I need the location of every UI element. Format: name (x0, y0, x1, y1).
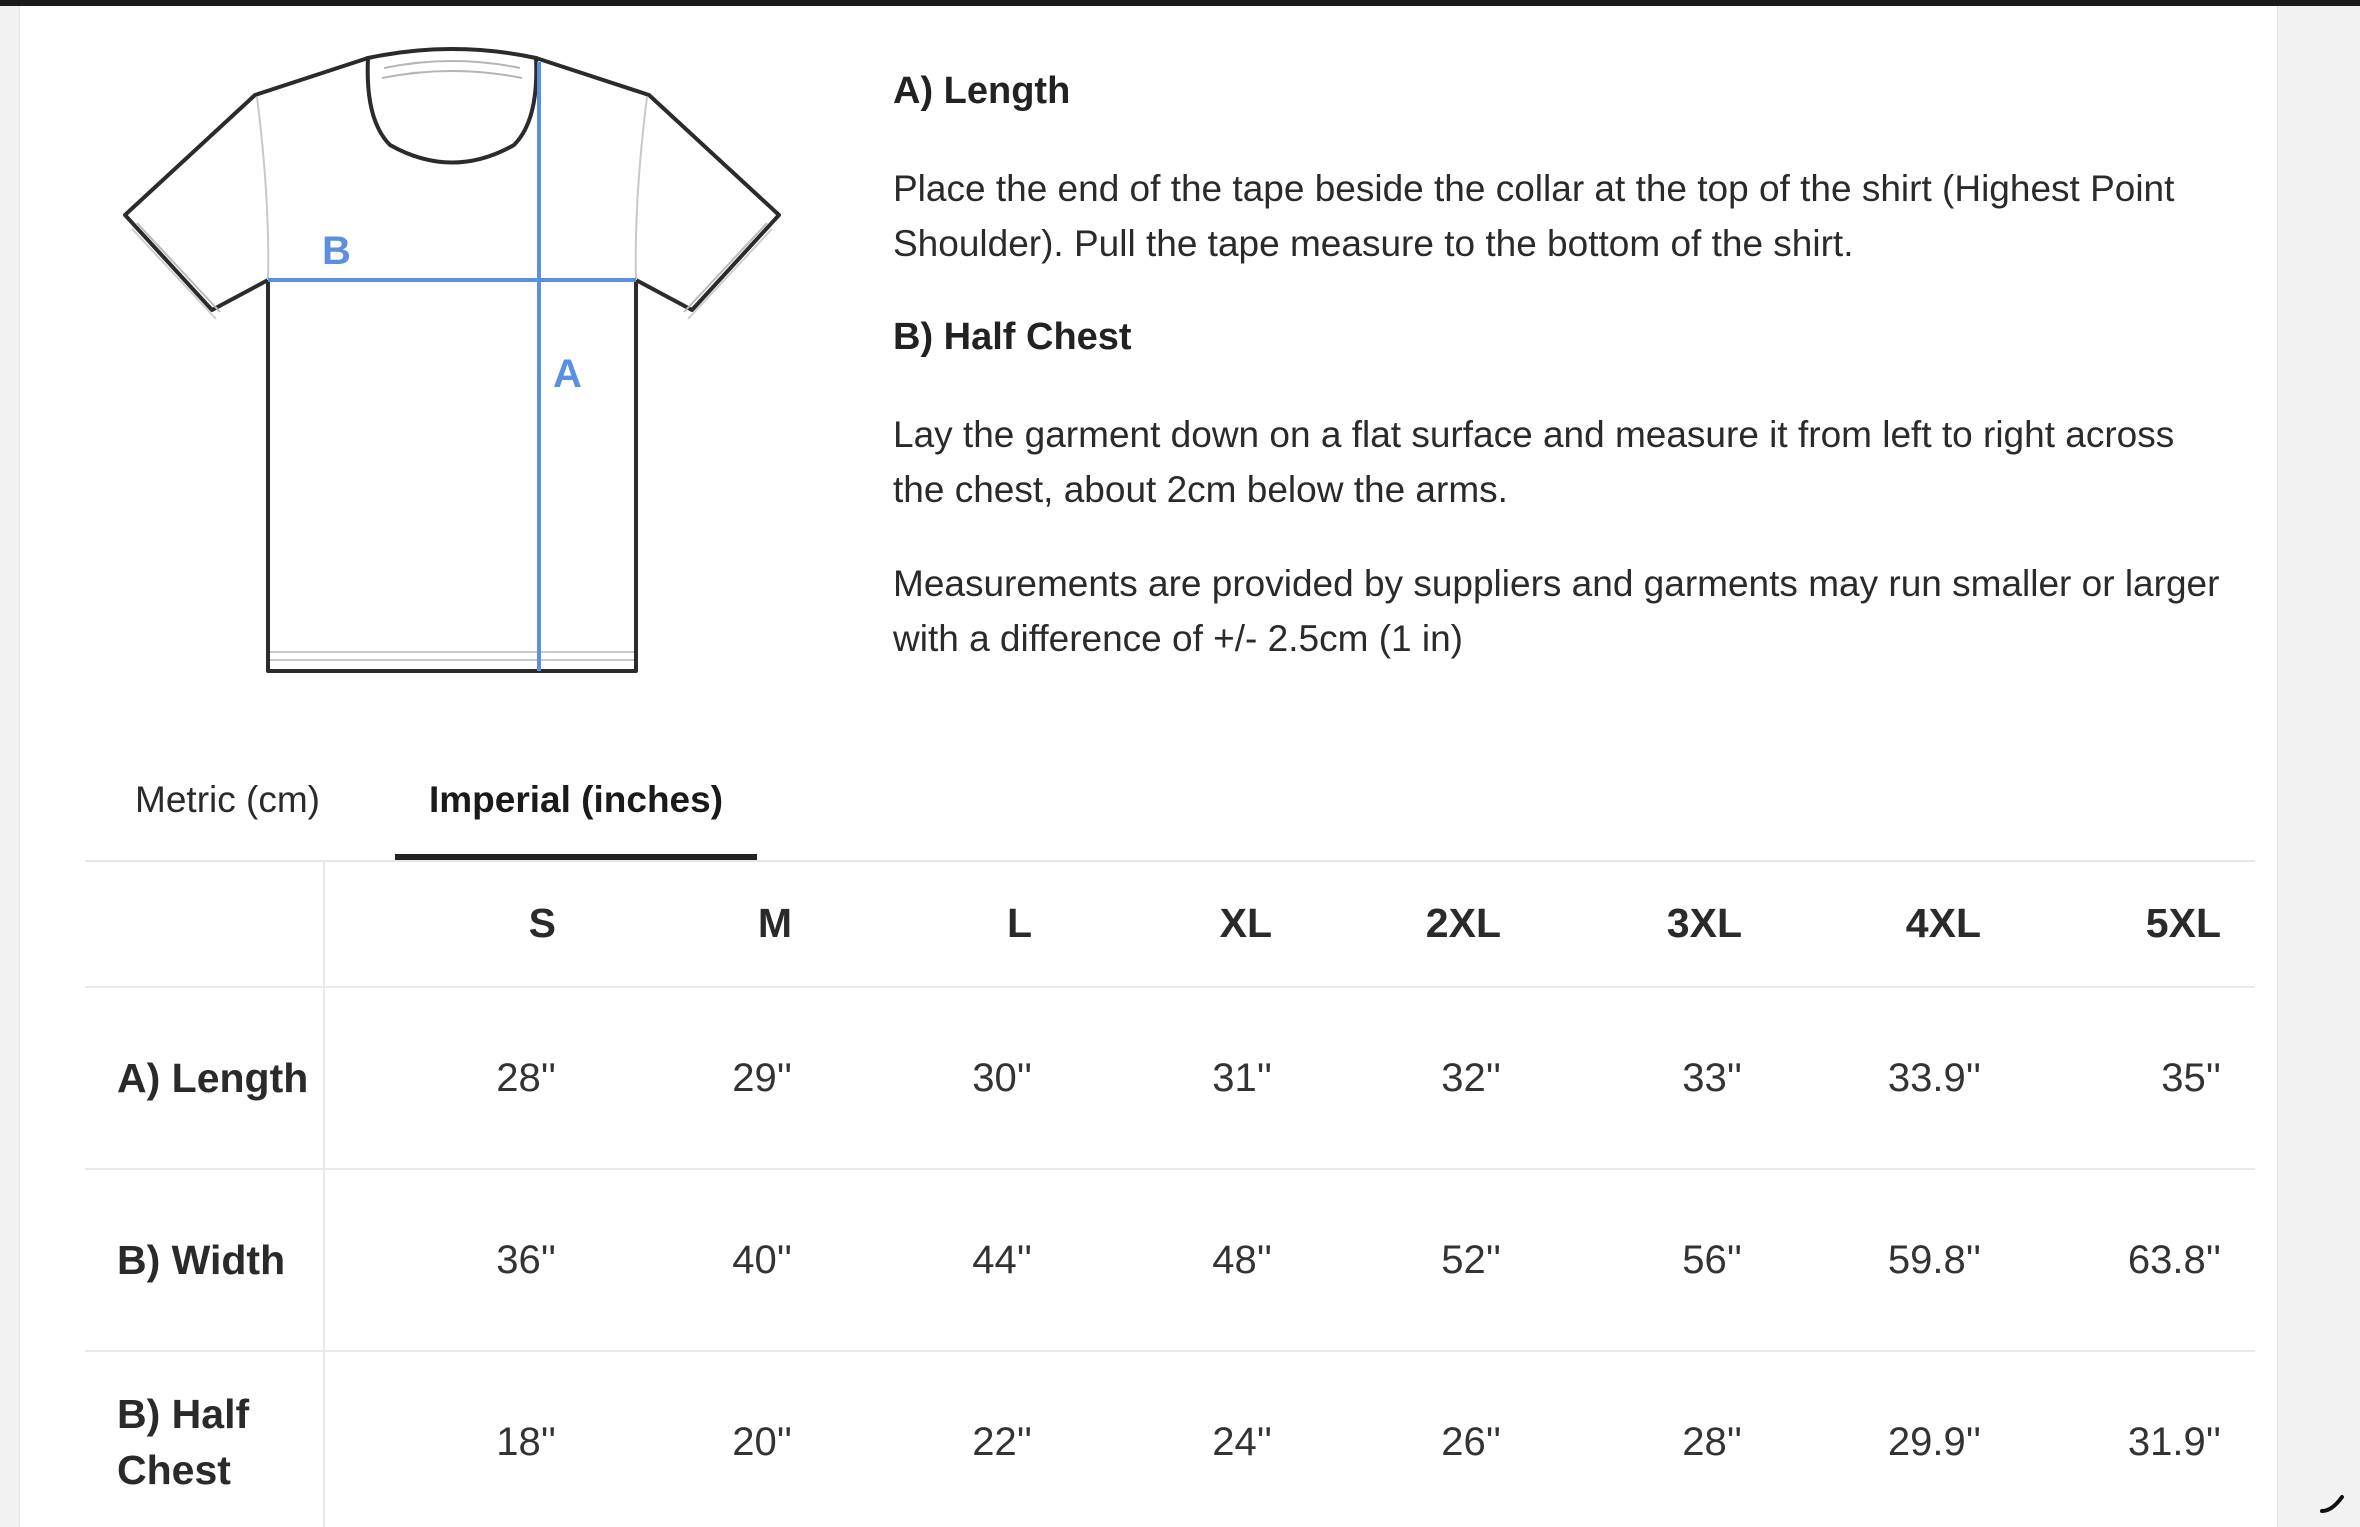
tshirt-measurement-diagram (100, 40, 800, 690)
tab-imperial[interactable]: Imperial (inches) (395, 742, 757, 858)
table-cell: 28'' (1682, 1419, 1742, 1464)
table-cell: 28'' (324, 987, 590, 1169)
row-label: B) Half Chest (85, 1351, 324, 1527)
unit-tabs (85, 742, 2255, 862)
size-header-cell: M (590, 860, 826, 987)
table-cell: 29.9'' (1887, 1419, 1981, 1464)
diagram-label-a: A (553, 352, 582, 396)
half-chest-heading: B) Half Chest (893, 316, 1132, 358)
size-header-cell: L (826, 860, 1066, 987)
table-cell: 33'' (1535, 987, 1776, 1169)
table-cell: 59.8'' (1776, 1169, 2015, 1351)
table-cell: 30'' (826, 987, 1066, 1169)
row-label: B) Width (85, 1169, 324, 1351)
table-cell: 56'' (1535, 1169, 1776, 1351)
diagram-label-b: B (322, 229, 351, 273)
table-cell: 31'' (1066, 987, 1306, 1169)
table-corner-cell (85, 860, 324, 987)
size-header-cell: 3XL (1535, 860, 1776, 987)
length-heading: A) Length (893, 70, 1071, 112)
table-cell: 63.8'' (2015, 1169, 2255, 1351)
tshirt-illustration (100, 40, 800, 690)
measurement-note: Measurements are provided by suppliers and garments may run smaller or larger with a difference of +/- 2.5cm (1 in) (893, 563, 2220, 659)
table-row (85, 1351, 2255, 1527)
size-chart-table (85, 860, 2255, 1527)
table-cell: 48'' (1066, 1169, 1306, 1351)
table-cell: 26'' (1441, 1419, 1501, 1464)
size-header-cell: 2XL (1306, 860, 1535, 987)
table-header-row (85, 860, 2255, 987)
half-chest-description: Lay the garment down on a flat surface and measure it from left to right across the chest, about 2cm below the arms. (893, 414, 2175, 510)
size-header-cell: XL (1066, 860, 1306, 987)
row-label: A) Length (85, 987, 324, 1169)
resize-handle-icon[interactable] (2318, 1487, 2348, 1515)
table-cell: 29'' (590, 987, 826, 1169)
table-cell: 32'' (1306, 987, 1535, 1169)
length-description: Place the end of the tape beside the collar at the top of the shirt (Highest Point Shoulder). Pull the tape measure to the bottom of the shirt. (893, 168, 2175, 264)
tab-metric[interactable]: Metric (cm) (135, 779, 320, 820)
table-cell: 33.9'' (1776, 987, 2015, 1169)
table-cell: 35'' (2015, 987, 2255, 1169)
table-row (85, 987, 2255, 1169)
size-header-cell: 4XL (1776, 860, 2015, 987)
table-cell: 40'' (590, 1169, 826, 1351)
table-cell: 24'' (1212, 1419, 1272, 1464)
table-cell: 20'' (732, 1419, 792, 1464)
size-header-cell: S (324, 860, 590, 987)
table-cell: 36'' (324, 1169, 590, 1351)
table-cell: 31.9'' (2127, 1419, 2221, 1464)
size-header-cell: 5XL (2015, 860, 2255, 987)
size-guide-panel (19, 6, 2278, 1527)
table-cell: 22'' (972, 1419, 1032, 1464)
table-cell: 44'' (826, 1169, 1066, 1351)
table-cell: 52'' (1306, 1169, 1535, 1351)
table-row (85, 1169, 2255, 1351)
table-cell: 18'' (496, 1419, 556, 1464)
